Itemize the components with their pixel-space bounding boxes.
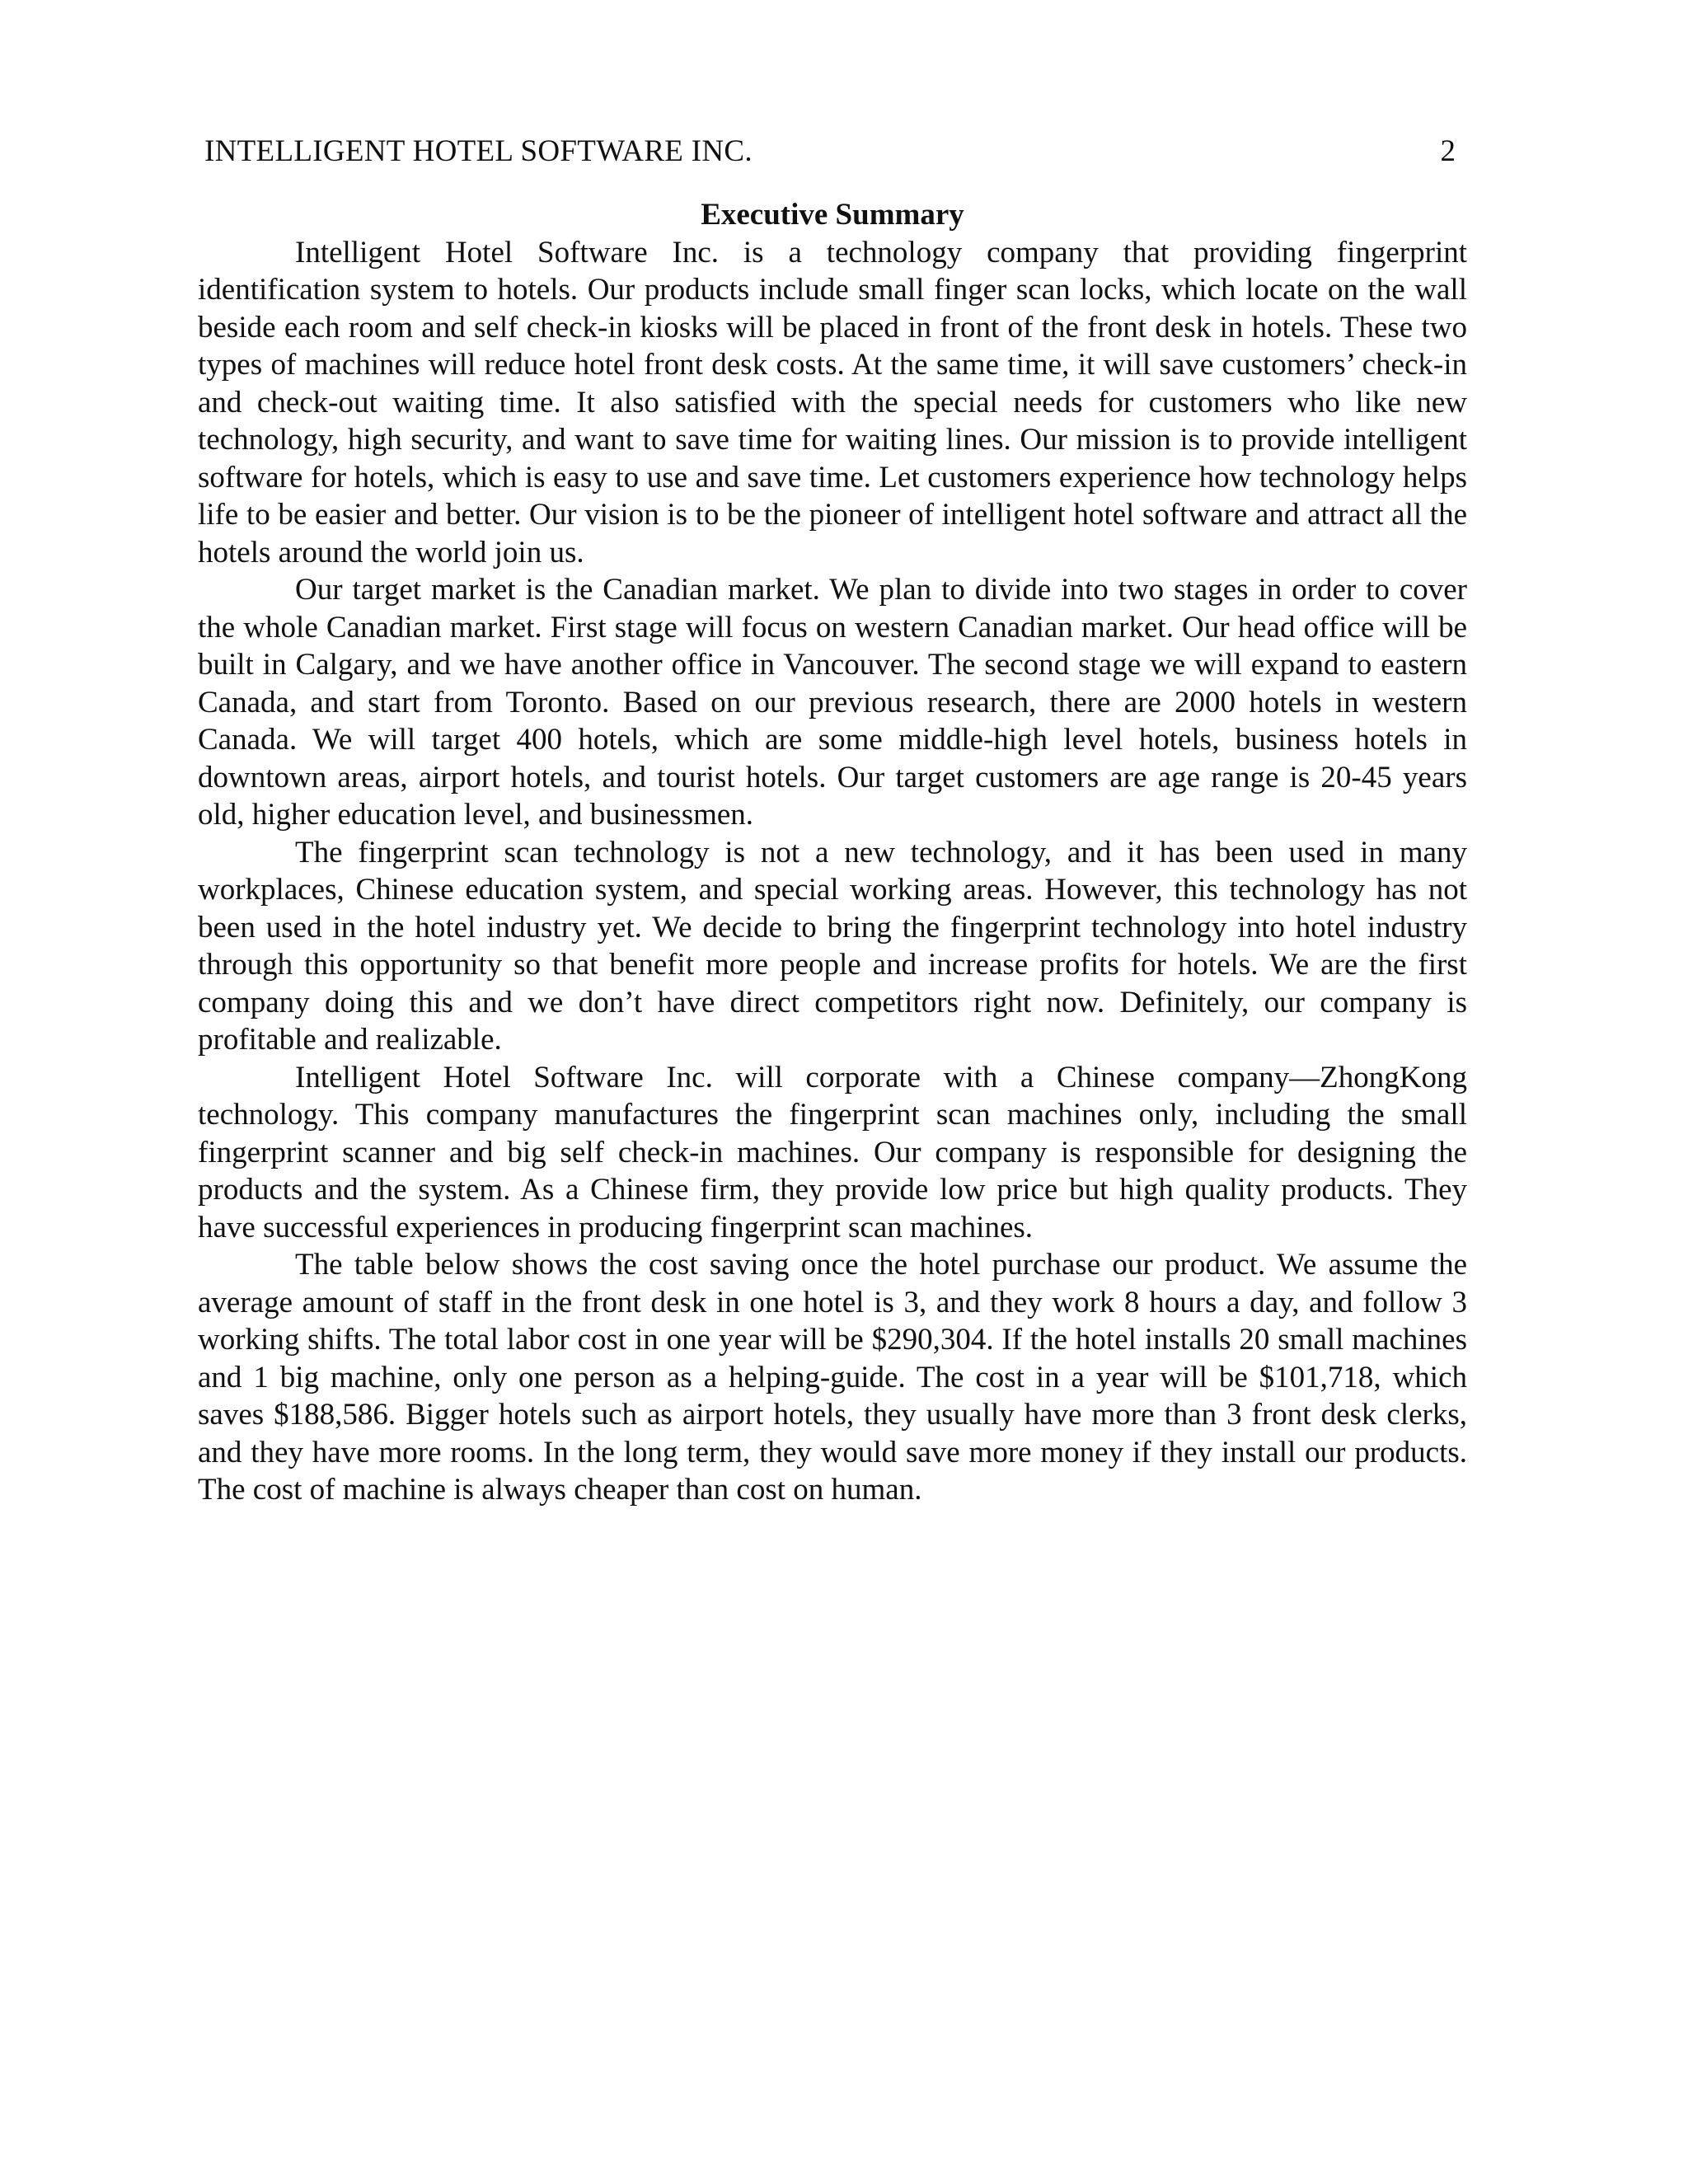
paragraph-company-overview: Intelligent Hotel Software Inc. is a technology company that providing fingerprint identification system to hotels. Our products include small finger scan locks, which locate on the wall beside each room and self check-in kiosks will be placed in front of the front desk in hotels. These two types of machines will reduce hotel front desk costs. At the same time, it will save customers’ check-in and check-out waiting time. It also satisfied with the special needs for customers who like new technology, high security, and want to save time for waiting lines. Our mission is to provide intelligent software for hotels, which is easy to use and save time. Let customers experience how technology helps life to be easier and better. Our vision is to be the pioneer of intelligent hotel software and attract all the hotels around the world join us. xyxy=(198,235,1467,569)
paragraph-partnership: Intelligent Hotel Software Inc. will corporate with a Chinese company—ZhongKong technology. This company manufactures the fingerprint scan machines only, including the small fingerprint scanner and big self check-in machines. Our company is responsible for designing the products and the system. As a Chinese firm, they provide low price but high quality products. They have successful experiences in producing fingerprint scan machines. xyxy=(198,1060,1467,1244)
running-head-title: INTELLIGENT HOTEL SOFTWARE INC. xyxy=(204,134,753,168)
paragraph-target-market: Our target market is the Canadian market. We plan to divide into two stages in order to cover the whole Canadian market. First stage will focus on western Canadian market. Our head office will be built in Calgary, and we have another office in Vancouver. The second stage we will expand to eastern Canada, and start from Toronto. Based on our previous research, there are 2000 hotels in western Canada. We will target 400 hotels, which are some middle-high level hotels, business hotels in downtown areas, airport hotels, and tourist hotels. Our target customers are age range is 20-45 years old, higher education level, and businessmen. xyxy=(198,573,1467,832)
section-heading: Executive Summary xyxy=(701,198,964,232)
paragraph-technology: The fingerprint scan technology is not a new technology, and it has been used in many workplaces, Chinese education system, and special working areas. However, this technology has not been used in the hotel industry yet. We decide to bring the fingerprint technology into hotel industry through this opportunity so that benefit more people and increase profits for hotels. We are the first company doing this and we don’t have direct competitors right now. Definitely, our company is profitable and realizable. xyxy=(198,835,1467,1057)
page-number: 2 xyxy=(1440,134,1456,168)
paragraph-cost-saving: The table below shows the cost saving once the hotel purchase our product. We assume the average amount of staff in the front desk in one hotel is 3, and they work 8 hours a day, and follow 3 working shifts. The total labor cost in one year will be $290,304. If the hotel installs 20 small machines and 1 big machine, only one person as a helping-guide. The cost in a year will be $101,718, which saves $188,586. Bigger hotels such as airport hotels, they usually have more than 3 front desk clerks, and they have more rooms. In the long term, they would save more money if they install our products. The cost of machine is always cheaper than cost on human. xyxy=(198,1248,1467,1507)
executive-summary-section xyxy=(198,196,1467,1509)
running-head xyxy=(204,132,1456,171)
